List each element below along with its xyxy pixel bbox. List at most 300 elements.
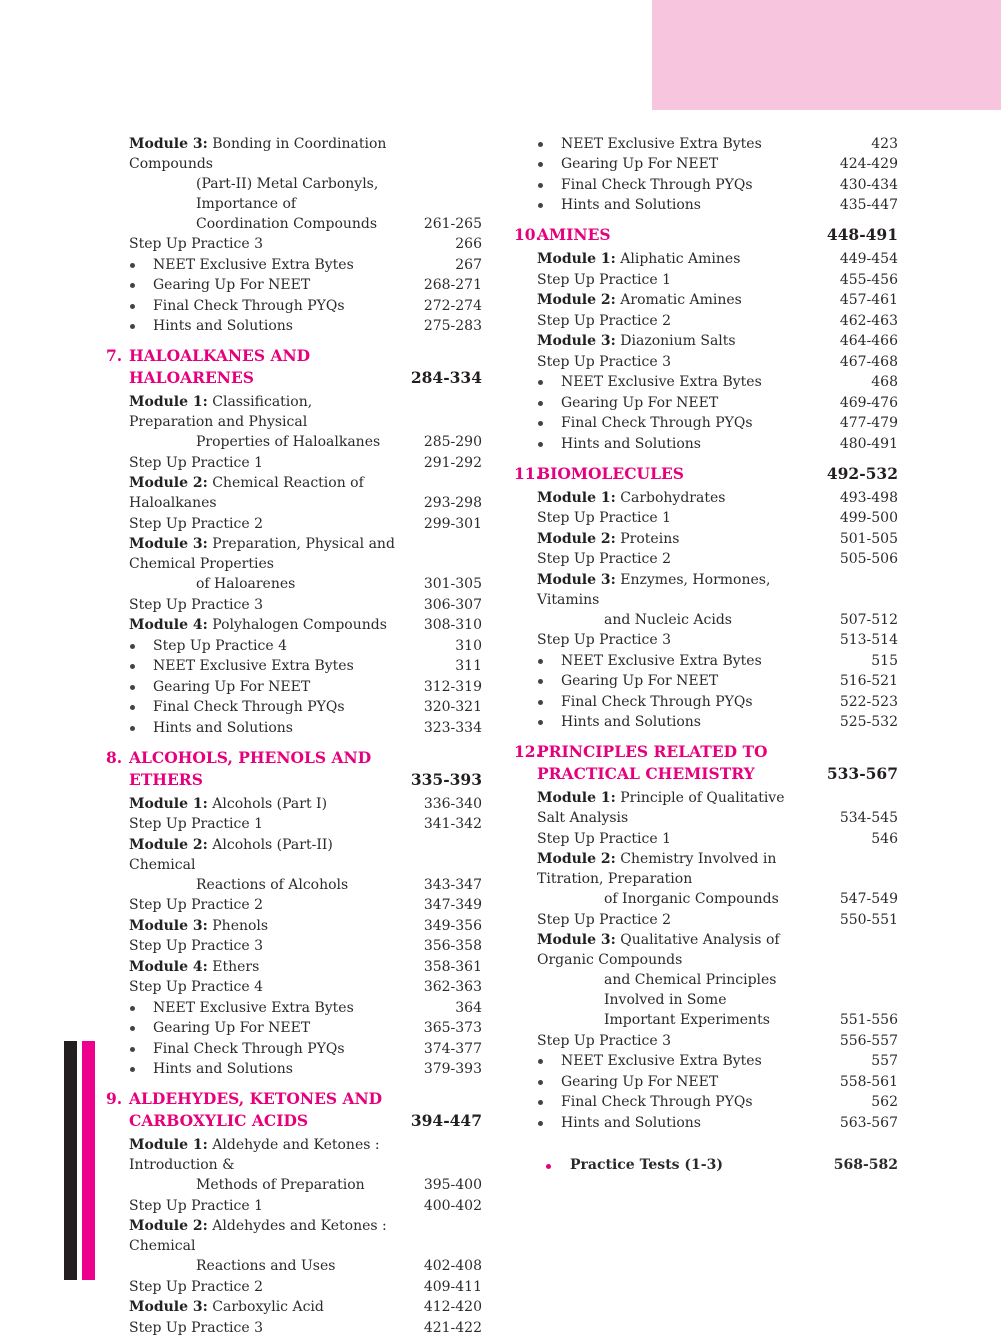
bullet-entry[interactable] [106, 275, 482, 295]
module-title-line: Diazonium Salts [620, 333, 736, 349]
page-range: 467-468 [839, 353, 898, 370]
entry-label: Step Up Practice 1 [129, 816, 264, 832]
bullet-entry[interactable] [514, 1092, 898, 1112]
bullet-entry[interactable] [106, 636, 482, 656]
module-entry[interactable] [106, 835, 482, 895]
module-first-line [129, 394, 312, 430]
entry-label: Step Up Practice 2 [537, 911, 672, 928]
page-range: 513-514 [839, 632, 898, 648]
module-title-line: (Part-II) Metal Carbonyls, Importance of [196, 175, 379, 212]
bullet-icon [538, 203, 543, 208]
entry-label: Gearing Up For NEET [153, 277, 311, 293]
bullet-icon [538, 1121, 543, 1126]
entry-label: Gearing Up For NEET [561, 394, 719, 411]
module-number: Module 1: [537, 790, 616, 806]
step-up-practice-entry[interactable] [106, 1196, 482, 1216]
module-title-line: Chemistry Involved in Titration, Preparation [537, 851, 777, 887]
module-entry[interactable] [106, 916, 482, 936]
module-first-line [129, 536, 395, 572]
bullet-entry[interactable] [514, 1113, 898, 1133]
bullet-entry[interactable] [514, 651, 898, 671]
module-number: Module 3: [129, 536, 208, 552]
module-number: Module 3: [129, 135, 208, 152]
page-range: 362-363 [423, 979, 482, 995]
chapter-title: PRINCIPLES RELATED TO PRACTICAL CHEMISTRY [537, 742, 768, 783]
entry-label: Hints and Solutions [561, 714, 701, 730]
toc-column-left [106, 133, 482, 1338]
page-range: 394-447 [410, 1111, 482, 1130]
entry-label: NEET Exclusive Extra Bytes [561, 135, 762, 152]
module-entry[interactable] [514, 930, 898, 1030]
entry-label: Step Up Practice 3 [129, 236, 264, 252]
bullet-icon [130, 1026, 135, 1031]
page-range: 285-290 [423, 434, 482, 450]
bullet-entry[interactable] [514, 175, 898, 195]
entry-label: Step Up Practice 3 [537, 1032, 672, 1049]
module-number: Module 3: [129, 1299, 208, 1315]
module-first-line [129, 136, 386, 172]
bullet-icon [130, 1006, 135, 1011]
module-entry[interactable] [514, 249, 898, 269]
entry-label: Gearing Up For NEET [561, 1073, 719, 1090]
module-label [129, 794, 400, 814]
page-range: 365-373 [423, 1020, 482, 1036]
module-label [129, 534, 400, 594]
module-title-line: Chemical Reaction of Haloalkanes [129, 475, 364, 511]
entry-label: NEET Exclusive Extra Bytes [153, 999, 354, 1016]
step-up-practice-entry[interactable] [514, 1031, 898, 1051]
entry-label: Final Check Through PYQs [561, 693, 753, 710]
page-range: 568-582 [833, 1156, 898, 1173]
module-first-line [537, 531, 679, 547]
entry-label: Step Up Practice 2 [537, 551, 672, 567]
module-number: Module 2: [129, 475, 208, 491]
module-entry[interactable] [106, 473, 482, 513]
bullet-icon [538, 162, 543, 167]
module-title-line: Alcohols (Part I) [212, 795, 328, 812]
page-range: 395-400 [423, 1177, 482, 1193]
module-title-line: of Inorganic Compounds [604, 891, 779, 907]
entry-label: Final Check Through PYQs [153, 699, 345, 715]
page-range: 507-512 [839, 611, 898, 628]
module-title-line: Principle of Qualitative Salt Analysis [537, 790, 785, 826]
module-title-line: Coordination Compounds [196, 215, 378, 232]
entry-label: Step Up Practice 1 [129, 1197, 264, 1214]
page-range: 462-463 [839, 312, 898, 329]
bullet-entry[interactable] [514, 393, 898, 413]
module-entry[interactable] [514, 488, 898, 508]
module-title-line: Phenols [212, 917, 269, 934]
module-number: Module 1: [129, 1137, 208, 1153]
page-range: 347-349 [423, 897, 482, 913]
bullet-icon [538, 142, 543, 147]
entry-label: Hints and Solutions [153, 318, 293, 334]
page-range: 525-532 [839, 714, 898, 730]
bullet-icon [130, 705, 135, 710]
step-up-practice-entry[interactable] [106, 977, 482, 997]
entry-label: Practice Tests (1-3) [570, 1156, 723, 1173]
page-range: 356-358 [423, 938, 482, 954]
module-label [129, 1216, 400, 1276]
module-entry[interactable] [106, 1216, 482, 1276]
page-range: 374-377 [423, 1040, 482, 1057]
chapter-title: ALCOHOLS, PHENOLS AND ETHERS [129, 747, 372, 789]
page-range: 546 [871, 830, 898, 847]
chapter-number: 9. [106, 1089, 123, 1108]
entry-label: Gearing Up For NEET [153, 1020, 311, 1036]
page-range: 402-408 [423, 1258, 482, 1274]
entry-label: Hints and Solutions [153, 719, 293, 736]
bullet-entry[interactable] [514, 434, 898, 454]
module-number: Module 1: [129, 394, 208, 410]
step-up-practice-entry[interactable] [514, 311, 898, 331]
module-entry[interactable] [106, 134, 482, 234]
module-first-line [129, 1218, 387, 1254]
module-entry[interactable] [106, 794, 482, 814]
module-entry[interactable] [106, 1297, 482, 1317]
module-title-line: Classification, Preparation and Physical [129, 394, 313, 430]
chapter-number: 10. [514, 225, 541, 244]
page-range: 272-274 [423, 297, 482, 314]
module-title-line: Aliphatic Amines [620, 251, 741, 267]
bullet-icon [538, 700, 543, 705]
module-title-line: Polyhalogen Compounds [212, 617, 387, 633]
module-title-line: Preparation, Physical and Chemical Properties [129, 536, 395, 572]
bullet-entry[interactable] [106, 1059, 482, 1079]
page-range: 477-479 [839, 415, 898, 431]
chapter-title: AMINES [537, 225, 611, 244]
step-up-practice-entry[interactable] [514, 352, 898, 372]
page-range: 364 [455, 999, 482, 1016]
bullet-entry[interactable] [514, 195, 898, 215]
page-range: 556-557 [839, 1032, 898, 1049]
page-range: 468 [871, 374, 898, 390]
module-first-line [537, 333, 736, 349]
module-label [129, 392, 400, 452]
page-range: 515 [871, 652, 898, 669]
module-title-line: Proteins [620, 530, 680, 547]
module-title-line: Alcohols (Part-II) Chemical [129, 836, 333, 873]
chapter-title: ALDEHYDES, KETONES AND CARBOXYLIC ACIDS [129, 1089, 383, 1130]
step-up-practice-entry[interactable] [106, 1318, 482, 1338]
module-first-line [537, 292, 742, 308]
entry-label: Step Up Practice 1 [537, 510, 672, 526]
module-title-line: Reactions of Alcohols [196, 876, 349, 893]
edge-bar-pink [82, 1041, 95, 1280]
page-range: 341-342 [423, 816, 482, 832]
bullet-entry[interactable] [514, 154, 898, 174]
page-range: 457-461 [839, 292, 898, 308]
module-number: Module 2: [537, 292, 616, 308]
bullet-entry[interactable] [106, 697, 482, 717]
page-range: 323-334 [423, 719, 482, 736]
module-title-line: Reactions and Uses [196, 1258, 336, 1274]
module-title-line: Aldehyde and Ketones : Introduction & [129, 1137, 380, 1173]
bullet-entry[interactable] [106, 677, 482, 697]
entry-label: NEET Exclusive Extra Bytes [561, 374, 762, 390]
module-title-line: Properties of Haloalkanes [196, 434, 381, 450]
entry-label: Final Check Through PYQs [561, 1094, 753, 1110]
entry-label: Gearing Up For NEET [561, 673, 719, 689]
page-range: 430-434 [839, 176, 898, 193]
module-entry[interactable] [106, 957, 482, 977]
module-label [129, 134, 400, 234]
entry-label: Step Up Practice 2 [129, 897, 264, 913]
chapter-title: HALOALKANES AND HALOARENES [129, 346, 311, 387]
bullet-entry[interactable] [106, 656, 482, 676]
chapter-heading[interactable] [106, 1088, 482, 1132]
page-range: 501-505 [839, 530, 898, 547]
module-label [129, 957, 400, 977]
module-label [537, 570, 816, 630]
chapter-heading[interactable] [514, 741, 898, 785]
module-first-line [129, 837, 333, 873]
module-entry[interactable] [514, 331, 898, 351]
bullet-entry[interactable] [514, 1072, 898, 1092]
page-range: 493-498 [839, 489, 898, 506]
module-label [537, 290, 816, 310]
step-up-practice-entry[interactable] [514, 910, 898, 930]
entry-label: NEET Exclusive Extra Bytes [561, 1053, 762, 1069]
page-range: 306-307 [423, 596, 482, 613]
module-title-line: and Chemical Principles Involved in Some [604, 972, 777, 1008]
page-range: 291-292 [423, 454, 482, 471]
module-number: Module 2: [129, 1218, 208, 1234]
chapter-heading[interactable] [514, 463, 898, 485]
page-range: 534-545 [839, 810, 898, 826]
module-number: Module 1: [129, 795, 208, 812]
page-range: 469-476 [839, 394, 898, 411]
bullet-icon [130, 1067, 135, 1072]
chapter-heading[interactable] [514, 224, 898, 246]
module-first-line [129, 475, 364, 511]
module-number: Module 2: [129, 836, 208, 853]
page-range: 268-271 [423, 277, 482, 293]
entry-label: Step Up Practice 4 [153, 637, 288, 654]
page-range: 423 [871, 135, 898, 152]
page-range: 516-521 [839, 673, 898, 689]
bullet-entry[interactable] [106, 718, 482, 738]
entry-label: Final Check Through PYQs [561, 415, 753, 431]
bullet-entry[interactable] [514, 671, 898, 691]
module-number: Module 1: [537, 489, 616, 506]
step-up-practice-entry[interactable] [106, 595, 482, 615]
module-first-line [537, 851, 776, 887]
page-range: 311 [455, 658, 482, 674]
bullet-icon [538, 659, 543, 664]
module-entry[interactable] [106, 534, 482, 594]
module-first-line [129, 1137, 380, 1173]
module-title-line: Aldehydes and Ketones : Chemical [129, 1218, 387, 1254]
module-entry[interactable] [514, 570, 898, 630]
module-number: Module 2: [537, 851, 616, 867]
page-range: 336-340 [423, 795, 482, 812]
entry-label: Step Up Practice 2 [129, 1278, 264, 1295]
bullet-entry[interactable] [106, 255, 482, 275]
bullet-icon [130, 324, 135, 329]
module-entry[interactable] [106, 615, 482, 635]
page-range: 557 [871, 1053, 898, 1069]
bullet-icon [546, 1164, 551, 1169]
entry-label: Step Up Practice 3 [129, 938, 264, 954]
page-range: 267 [455, 256, 482, 273]
step-up-practice-entry[interactable] [106, 514, 482, 534]
page-range: 533-567 [826, 764, 898, 783]
page-range: 551-556 [839, 1012, 898, 1028]
module-label [537, 249, 816, 269]
module-first-line [129, 796, 327, 812]
entry-label: NEET Exclusive Extra Bytes [153, 256, 354, 273]
module-first-line [537, 932, 780, 968]
page-range: 424-429 [839, 156, 898, 172]
page-range: 320-321 [423, 699, 482, 715]
entry-label: Gearing Up For NEET [153, 678, 311, 695]
module-number: Module 3: [537, 333, 616, 349]
module-title-line: Carboxylic Acid [212, 1299, 324, 1315]
module-first-line [129, 918, 268, 934]
page-range: 409-411 [423, 1278, 482, 1295]
page-range: 400-402 [423, 1197, 482, 1214]
entry-label: Step Up Practice 2 [537, 312, 672, 329]
module-label [537, 849, 816, 909]
bullet-entry[interactable] [514, 413, 898, 433]
bullet-entry[interactable] [514, 372, 898, 392]
step-up-practice-entry[interactable] [106, 814, 482, 834]
chapter-number: 11. [514, 463, 541, 483]
chapter-number: 7. [106, 346, 123, 365]
chapter-heading[interactable] [106, 747, 482, 791]
bullet-entry[interactable] [514, 692, 898, 712]
page-range: 275-283 [423, 318, 482, 334]
module-title-line: Bonding in Coordination Compounds [129, 135, 387, 172]
bullet-entry[interactable] [106, 296, 482, 316]
bullet-entry[interactable] [514, 1051, 898, 1071]
page-range: 448-491 [826, 225, 898, 244]
bullet-entry[interactable] [514, 712, 898, 732]
page-range: 349-356 [423, 917, 482, 934]
entry-label: Gearing Up For NEET [561, 156, 719, 172]
chapter-heading[interactable] [106, 345, 482, 389]
step-up-practice-entry[interactable] [514, 270, 898, 290]
page-range: 464-466 [839, 333, 898, 349]
page-range: 299-301 [423, 515, 482, 532]
bullet-icon [130, 644, 135, 649]
bullet-entry[interactable] [106, 1039, 482, 1059]
entry-label: Hints and Solutions [153, 1061, 293, 1077]
page-range: 480-491 [839, 435, 898, 452]
step-up-practice-entry[interactable] [514, 549, 898, 569]
bullet-icon [130, 304, 135, 309]
step-up-practice-entry[interactable] [106, 234, 482, 254]
bullet-icon [538, 1080, 543, 1085]
practice-tests-entry[interactable] [514, 1155, 898, 1175]
module-entry[interactable] [106, 1135, 482, 1195]
module-title-line: Qualitative Analysis of Organic Compounds [537, 932, 780, 968]
bullet-icon [538, 1059, 543, 1064]
entry-label: Step Up Practice 3 [537, 353, 672, 370]
page-range: 455-456 [839, 271, 898, 288]
module-entry[interactable] [514, 788, 898, 828]
page-range: 261-265 [423, 215, 482, 232]
entry-label: Hints and Solutions [561, 1114, 701, 1131]
module-title-line: of Haloarenes [196, 576, 296, 592]
entry-label: NEET Exclusive Extra Bytes [153, 658, 354, 674]
page-range: 492-532 [826, 463, 898, 483]
step-up-practice-entry[interactable] [106, 895, 482, 915]
module-first-line [537, 572, 770, 608]
chapter-number: 8. [106, 747, 123, 767]
page-range: 499-500 [839, 510, 898, 526]
module-entry[interactable] [106, 392, 482, 452]
bullet-icon [130, 726, 135, 731]
module-first-line [537, 490, 725, 506]
page-range: 358-361 [423, 958, 482, 975]
entry-label: Step Up Practice 1 [129, 454, 264, 471]
step-up-practice-entry[interactable] [514, 508, 898, 528]
bullet-icon [538, 679, 543, 684]
module-title-line: Important Experiments [604, 1012, 770, 1028]
page-range: 310 [455, 637, 482, 654]
bullet-icon [538, 183, 543, 188]
module-label [537, 331, 816, 351]
entry-label: Step Up Practice 4 [129, 979, 264, 995]
module-label [129, 835, 400, 895]
chapter-title: BIOMOLECULES [537, 463, 684, 483]
module-first-line [537, 251, 740, 267]
bullet-entry[interactable] [514, 134, 898, 154]
entry-label: Final Check Through PYQs [153, 1040, 345, 1057]
entry-label: Step Up Practice 3 [129, 596, 264, 613]
bullet-icon [130, 1047, 135, 1052]
page-range: 547-549 [839, 891, 898, 907]
module-first-line [129, 959, 259, 975]
step-up-practice-entry[interactable] [514, 630, 898, 650]
module-entry[interactable] [514, 849, 898, 909]
step-up-practice-entry[interactable] [106, 453, 482, 473]
bullet-entry[interactable] [106, 1018, 482, 1038]
module-label [129, 916, 400, 936]
module-number: Module 2: [537, 530, 616, 547]
module-title-line: Ethers [212, 958, 260, 975]
page-range: 301-305 [423, 576, 482, 592]
page-range: 312-319 [423, 678, 482, 695]
module-number: Module 4: [129, 617, 208, 633]
entry-label: Step Up Practice 1 [537, 830, 672, 847]
module-label [537, 488, 816, 508]
module-label [129, 1297, 400, 1317]
step-up-practice-entry[interactable] [514, 829, 898, 849]
step-up-practice-entry[interactable] [106, 936, 482, 956]
page-range: 449-454 [839, 251, 898, 267]
page-range: 550-551 [839, 911, 898, 928]
entry-label: Final Check Through PYQs [153, 297, 345, 314]
module-entry[interactable] [514, 290, 898, 310]
module-number: Module 3: [537, 571, 616, 588]
bullet-entry[interactable] [106, 998, 482, 1018]
entry-label: Hints and Solutions [561, 197, 701, 213]
page-range: 379-393 [423, 1061, 482, 1077]
module-title-line: Carbohydrates [620, 489, 726, 506]
bullet-icon [130, 664, 135, 669]
page-range: 435-447 [839, 197, 898, 213]
module-entry[interactable] [514, 529, 898, 549]
module-label [129, 473, 400, 513]
module-number: Module 3: [129, 917, 208, 934]
module-title-line: Methods of Preparation [196, 1177, 365, 1193]
bullet-entry[interactable] [106, 316, 482, 336]
entry-label: Step Up Practice 3 [537, 632, 672, 648]
page-range: 266 [455, 236, 482, 252]
